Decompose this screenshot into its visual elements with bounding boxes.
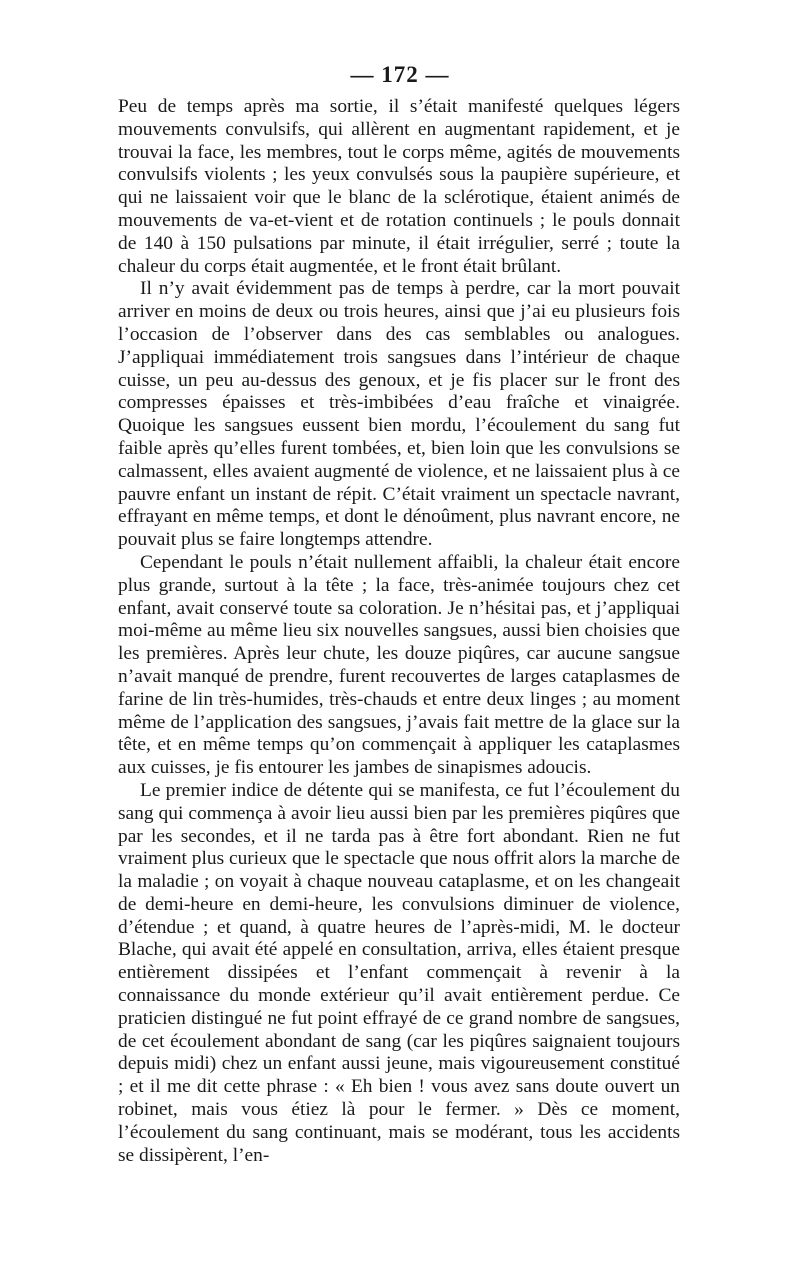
paragraph-4: Le premier indice de détente qui se manifesta, ce fut l’écoulement du sang qui commença à avoir lieu aussi bien par les premières piqûres que par les secondes, et il ne tarda pas à être fort abondant. Rien ne fut vraiment plus curieux que le spectacle que nous offrit alors la marche de la maladie ; on voyait à chaque nouveau cataplasme, et on les changeait de demi-heure en demi-heure, les convulsions diminuer de violence, d’étendue ; et quand, à quatre heures de l’après-midi, M. le docteur Blache, qui avait été appelé en consultation, arriva, elles étaient presque entièrement dissipées et l’enfant commençait à revenir à la connaissance du monde extérieur qu’il avait entièrement perdue. Ce praticien distingué ne fut point effrayé de ce grand nombre de sangsues, de cet écoulement abondant de sang (car les piqûres saignaient toujours depuis midi) chez un enfant aussi jeune, mais vigoureusement constitué ; et il me dit cette phrase : « Eh bien ! vous avez sans doute ouvert un robinet, mais vous étiez là pour le fermer. » Dès ce moment, l’écoulement du sang continuant, mais se modérant, tous les accidents se dissipèrent, l’en-	[118, 779, 680, 1166]
page-number: — 172 —	[350, 62, 450, 87]
paragraph-2: Il n’y avait évidemment pas de temps à perdre, car la mort pouvait arriver en moins de deux ou trois heures, ainsi que j’ai eu plusieurs fois l’occasion de l’observer dans des cas semblables ou analogues. J’appliquai immédiatement trois sangsues dans l’intérieur de chaque cuisse, un peu au-dessus des genoux, et je fis placer sur le front des compresses épaisses et très-imbibées d’eau fraîche et vinaigrée. Quoique les sangsues eussent bien mordu, l’écoulement du sang fut faible après qu’elles furent tombées, et, bien loin que les convulsions se calmassent, elles avaient augmenté de violence, et ne laissaient plus à ce pauvre enfant un instant de répit. C’était vraiment un spectacle navrant, effrayant en même temps, et dont le dénoûment, plus navrant encore, ne pouvait plus se faire longtemps attendre.	[118, 278, 680, 551]
body-text	[118, 96, 680, 1167]
paragraph-1: Peu de temps après ma sortie, il s’était manifesté quelques légers mouvements convulsifs, qui allèrent en augmentant rapidement, et je trouvai la face, les membres, tout le corps même, agités de mouvements convulsifs violents ; les yeux convulsés sous la paupière supérieure, et qui ne laissaient voir que le blanc de la sclérotique, étaient animés de mouvements de va-et-vient et de rotation continuels ; le pouls donnait de 140 à 150 pulsations par minute, il était irrégulier, serré ; toute la chaleur du corps était augmentée, et le front était brûlant.	[118, 96, 680, 277]
paragraph-3: Cependant le pouls n’était nullement affaibli, la chaleur était encore plus grande, surtout à la tête ; la face, très-animée toujours chez cet enfant, avait conservé toute sa coloration. Je n’hésitai pas, et j’appliquai moi-même au même lieu six nouvelles sangsues, aussi bien choisies que les premières. Après leur chute, les douze piqûres, car aucune sangsue n’avait manqué de prendre, furent recouvertes de larges cataplasmes de farine de lin très-humides, très-chauds et entre deux linges ; au moment même de l’application des sangsues, j’avais fait mettre de la glace sur la tête, et en même temps qu’on commençait à appliquer les cataplasmes aux cuisses, je fis entourer les jambes de sinapismes adoucis.	[118, 551, 680, 779]
